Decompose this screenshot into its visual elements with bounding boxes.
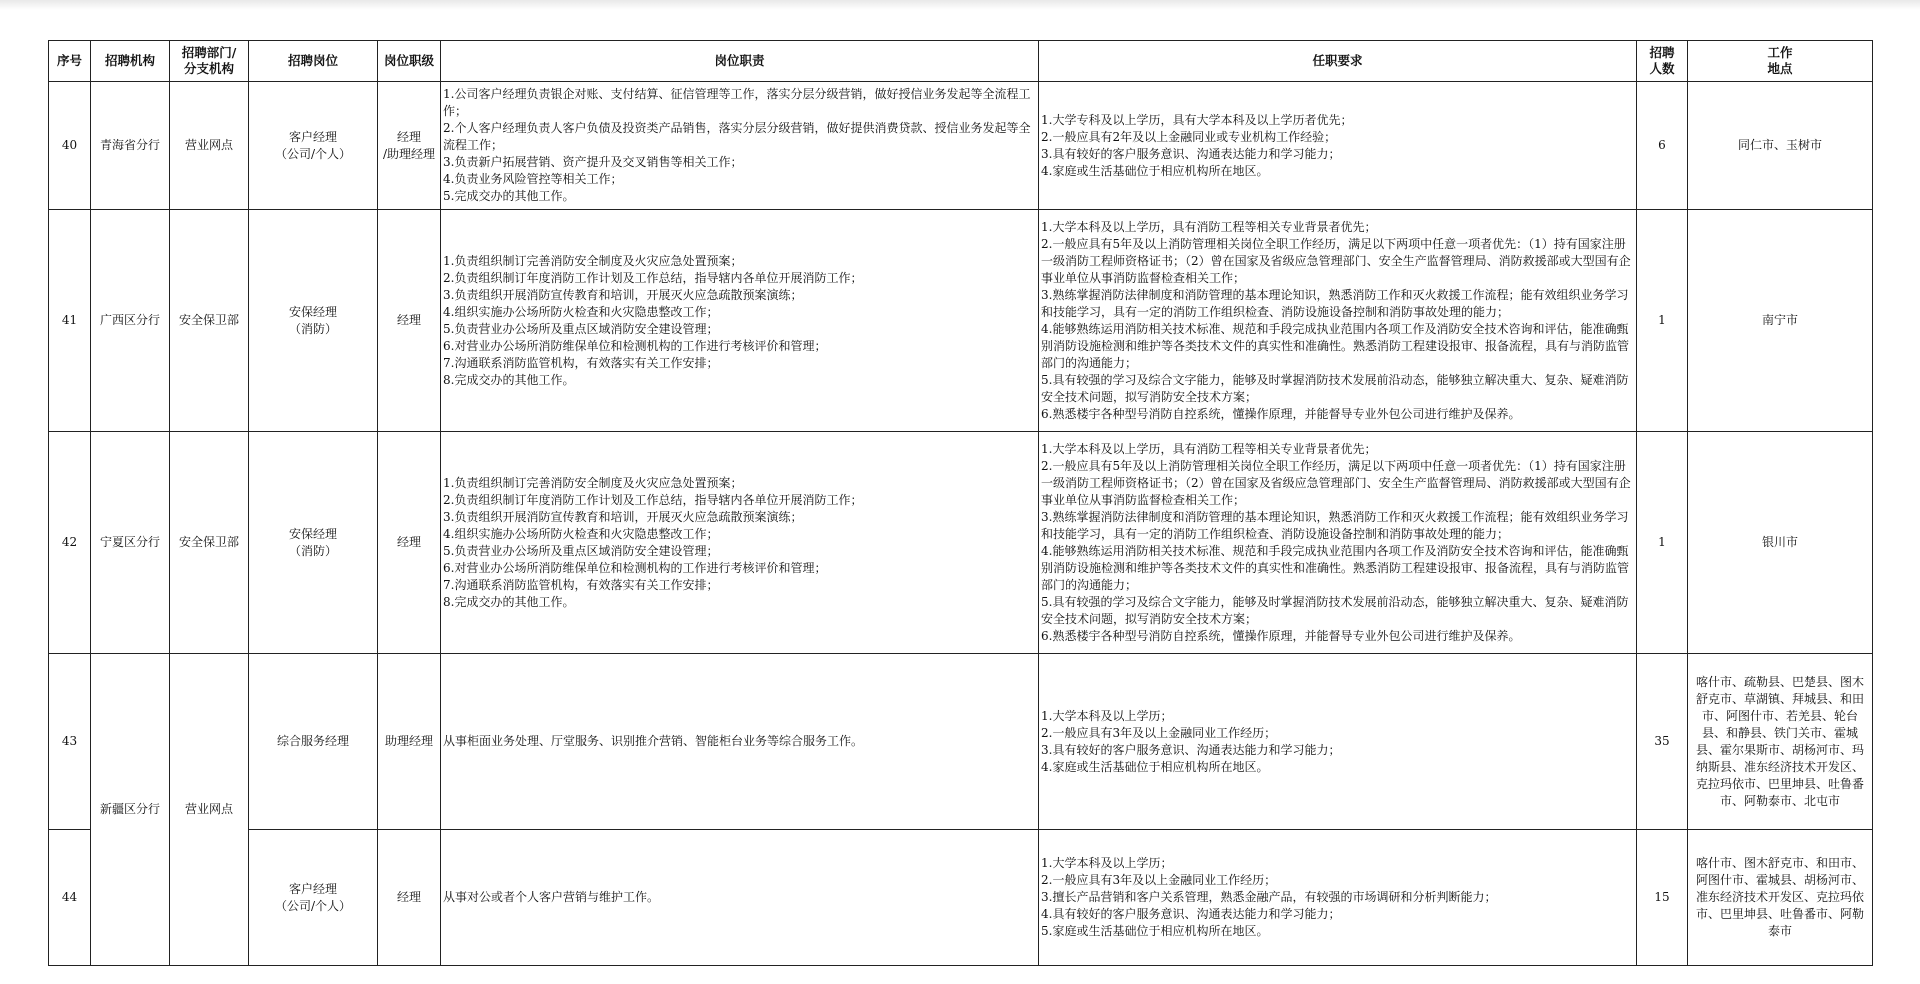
top-shadow	[0, 0, 1920, 10]
cell-level: 助理经理	[378, 654, 441, 830]
requirement-item: 4.能够熟练运用消防相关技术标准、规范和手段完成执业范围内各项工作及消防安全技术咨询和评估，能准确甄别消防设施检测和维护等各类技术文件的真实性和准确性。熟悉消防工程建设报审、报备流程，具有与消防监管部门的沟通能力；	[1041, 543, 1630, 592]
duty-item: 4.组织实施办公场所防火检查和火灾隐患整改工作；	[443, 304, 719, 319]
level-line2: /助理经理	[382, 146, 436, 161]
cell-duties	[441, 654, 1039, 830]
duty-item: 2.负责组织制订年度消防工作计划及工作总结，指导辖内各单位开展消防工作；	[443, 492, 863, 507]
cell-position: 综合服务经理	[249, 654, 378, 830]
cell-count: 15	[1637, 830, 1688, 966]
requirement-item: 5.具有较强的学习及综合文字能力，能够及时掌握消防技术发展前沿动态，能够独立解决重大、复杂、疑难消防安全技术问题，拟写消防安全技术方案；	[1041, 594, 1629, 626]
duty-item: 6.对营业办公场所消防维保单位和检测机构的工作进行考核评价和管理；	[443, 560, 827, 575]
cell-requirements	[1039, 830, 1637, 966]
cell-requirements	[1039, 210, 1637, 432]
cell-location	[1688, 654, 1873, 830]
cell-duties	[441, 210, 1039, 432]
cell-location	[1688, 830, 1873, 966]
duty-item: 8.完成交办的其他工作。	[443, 594, 575, 609]
duty-item: 7.沟通联系消防监管机构，有效落实有关工作安排；	[443, 355, 719, 370]
duty-item: 1.负责组织制订完善消防安全制度及火灾应急处置预案；	[443, 475, 743, 490]
table-row	[49, 432, 1873, 654]
requirement-item: 3.擅长产品营销和客户关系管理，熟悉金融产品，有较强的市场调研和分析判断能力；	[1041, 890, 1497, 904]
header-location-line1: 工作	[1767, 45, 1793, 60]
cell-level	[378, 82, 441, 210]
position-line1: 客户经理	[288, 129, 337, 144]
cell-duties	[441, 830, 1039, 966]
cell-requirements	[1039, 432, 1637, 654]
requirement-item: 4.家庭或生活基础位于相应机构所在地区。	[1041, 759, 1269, 774]
requirement-item: 3.熟练掌握消防法律制度和消防管理的基本理论知识，熟悉消防工作和灭火救援工作流程；能有效组织业务学习和技能学习，具有一定的消防工作组织检查、消防设施设备控制和消防事故处理的能力；	[1041, 509, 1629, 541]
cell-org: 青海省分行	[91, 82, 170, 210]
header-duties: 岗位职责	[441, 41, 1039, 82]
header-org: 招聘机构	[91, 41, 170, 82]
recruitment-table	[48, 40, 1873, 966]
header-location-line2: 地点	[1767, 61, 1793, 76]
cell-duties	[441, 82, 1039, 210]
cell-org: 宁夏区分行	[91, 432, 170, 654]
table-header-row	[49, 41, 1873, 82]
table-row	[49, 82, 1873, 210]
position-line2: （消防）	[288, 321, 337, 336]
cell-location: 同仁市、玉树市	[1688, 82, 1873, 210]
cell-requirements	[1039, 82, 1637, 210]
location-list: 喀什市、图木舒克市、和田市、阿图什市、霍城县、胡杨河市、准东经济技术开发区、克拉玛依市、巴里坤县、吐鲁番市、阿勒泰市	[1695, 856, 1864, 938]
requirement-item: 6.熟悉楼宇各种型号消防自控系统，懂操作原理，并能督导专业外包公司进行维护及保养。	[1041, 628, 1521, 643]
requirement-item: 4.具有较好的客户服务意识、沟通表达能力和学习能力；	[1041, 907, 1341, 921]
requirement-item: 6.熟悉楼宇各种型号消防自控系统，懂操作原理，并能督导专业外包公司进行维护及保养。	[1041, 406, 1521, 421]
requirement-item: 2.一般应具有5年及以上消防管理相关岗位全职工作经历，满足以下两项中任意一项者优先：（1）持有国家注册一级消防工程师资格证书；（2）曾在国家及省级应急管理部门、安全生产监督管理局、消防救援部或大型国有企事业单位从事消防监督检查相关工作；	[1041, 458, 1631, 507]
cell-dept: 营业网点	[170, 654, 249, 966]
duty-item: 4.组织实施办公场所防火检查和火灾隐患整改工作；	[443, 526, 719, 541]
cell-no: 40	[49, 82, 91, 210]
requirement-item: 5.具有较强的学习及综合文字能力，能够及时掌握消防技术发展前沿动态，能够独立解决重大、复杂、疑难消防安全技术问题，拟写消防安全技术方案；	[1041, 372, 1629, 404]
header-count	[1637, 41, 1688, 82]
cell-duties	[441, 432, 1039, 654]
cell-requirements	[1039, 654, 1637, 830]
duty-item: 7.沟通联系消防监管机构，有效落实有关工作安排；	[443, 577, 719, 592]
table-row	[49, 654, 1873, 830]
cell-dept: 安全保卫部	[170, 432, 249, 654]
position-line1: 安保经理	[288, 304, 337, 319]
header-position: 招聘岗位	[249, 41, 378, 82]
cell-no: 42	[49, 432, 91, 654]
table-row	[49, 830, 1873, 966]
header-count-line2: 人数	[1649, 61, 1675, 76]
requirement-item: 1.大学本科及以上学历；	[1041, 708, 1173, 723]
duty-item: 3.负责组织开展消防宣传教育和培训，开展灭火应急疏散预案演练；	[443, 509, 803, 524]
cell-position	[249, 210, 378, 432]
duty-item: 从事对公或者个人客户营销与维护工作。	[443, 890, 660, 904]
requirement-item: 3.熟练掌握消防法律制度和消防管理的基本理论知识，熟悉消防工作和灭火救援工作流程；能有效组织业务学习和技能学习，具有一定的消防工作组织检查、消防设施设备控制和消防事故处理的能力；	[1041, 287, 1629, 319]
cell-count: 1	[1637, 210, 1688, 432]
cell-level: 经理	[378, 432, 441, 654]
duty-item: 5.负责营业办公场所及重点区域消防安全建设管理；	[443, 543, 719, 558]
cell-location: 南宁市	[1688, 210, 1873, 432]
requirement-item: 1.大学本科及以上学历；	[1041, 856, 1173, 870]
header-dept-line1: 招聘部门/	[181, 45, 237, 60]
cell-dept: 安全保卫部	[170, 210, 249, 432]
duty-item: 5.完成交办的其他工作。	[443, 189, 575, 203]
duty-item: 2.个人客户经理负责人客户负债及投资类产品销售，落实分层分级营销，做好提供消费贷款、授信业务发起等全流程工作；	[443, 121, 1031, 152]
requirement-item: 3.具有较好的客户服务意识、沟通表达能力和学习能力；	[1041, 146, 1341, 161]
header-dept-line2: 分支机构	[183, 61, 234, 76]
cell-level: 经理	[378, 210, 441, 432]
duty-item: 3.负责组织开展消防宣传教育和培训，开展灭火应急疏散预案演练；	[443, 287, 803, 302]
requirement-item: 2.一般应具有3年及以上金融同业工作经历；	[1041, 873, 1277, 887]
cell-count: 35	[1637, 654, 1688, 830]
cell-position	[249, 82, 378, 210]
cell-org: 广西区分行	[91, 210, 170, 432]
requirement-item: 2.一般应具有3年及以上金融同业工作经历；	[1041, 725, 1277, 740]
position-line2: （消防）	[288, 543, 337, 558]
duty-item: 1.负责组织制订完善消防安全制度及火灾应急处置预案；	[443, 253, 743, 268]
header-requirements: 任职要求	[1039, 41, 1637, 82]
position-line1: 客户经理	[288, 881, 337, 896]
duty-item: 4.负责业务风险管控等相关工作；	[443, 172, 623, 186]
requirement-item: 1.大学专科及以上学历，具有大学本科及以上学历者优先；	[1041, 112, 1353, 127]
position-line1: 安保经理	[288, 526, 337, 541]
header-location	[1688, 41, 1873, 82]
header-dept	[170, 41, 249, 82]
duty-item: 8.完成交办的其他工作。	[443, 372, 575, 387]
requirement-item: 5.家庭或生活基础位于相应机构所在地区。	[1041, 924, 1269, 938]
duty-item: 2.负责组织制订年度消防工作计划及工作总结，指导辖内各单位开展消防工作；	[443, 270, 863, 285]
cell-position	[249, 830, 378, 966]
level-line1: 经理	[396, 129, 421, 144]
requirement-item: 1.大学本科及以上学历，具有消防工程等相关专业背景者优先；	[1041, 219, 1377, 234]
cell-dept: 营业网点	[170, 82, 249, 210]
position-line2: （公司/个人）	[274, 898, 352, 913]
duty-item: 5.负责营业办公场所及重点区域消防安全建设管理；	[443, 321, 719, 336]
cell-org: 新疆区分行	[91, 654, 170, 966]
cell-level: 经理	[378, 830, 441, 966]
requirement-item: 4.能够熟练运用消防相关技术标准、规范和手段完成执业范围内各项工作及消防安全技术咨询和评估，能准确甄别消防设施检测和维护等各类技术文件的真实性和准确性。熟悉消防工程建设报审、报备流程，具有与消防监管部门的沟通能力；	[1041, 321, 1630, 370]
requirement-item: 4.家庭或生活基础位于相应机构所在地区。	[1041, 163, 1269, 178]
duty-item: 从事柜面业务处理、厅堂服务、识别推介营销、智能柜台业务等综合服务工作。	[443, 734, 864, 748]
requirement-item: 2.一般应具有5年及以上消防管理相关岗位全职工作经历，满足以下两项中任意一项者优先：（1）持有国家注册一级消防工程师资格证书；（2）曾在国家及省级应急管理部门、安全生产监督管理局、消防救援部或大型国有企事业单位从事消防监督检查相关工作；	[1041, 236, 1631, 285]
requirement-item: 2.一般应具有2年及以上金融同业或专业机构工作经验；	[1041, 129, 1337, 144]
cell-count: 6	[1637, 82, 1688, 210]
duty-item: 3.负责新户拓展营销、资产提升及交叉销售等相关工作；	[443, 155, 743, 169]
duty-item: 1.公司客户经理负责银企对账、支付结算、征信管理等工作，落实分层分级营销，做好授信业务发起等全流程工作；	[443, 87, 1031, 118]
cell-no: 41	[49, 210, 91, 432]
location-list: 喀什市、疏勒县、巴楚县、图木舒克市、草湖镇、拜城县、和田市、阿图什市、若羌县、轮台县、和静县、铁门关市、霍城县、霍尔果斯市、胡杨河市、玛纳斯县、准东经济技术开发区、克拉玛依市、巴里坤县、吐鲁番市、阿勒泰市、北屯市	[1695, 674, 1864, 808]
cell-no: 44	[49, 830, 91, 966]
requirement-item: 3.具有较好的客户服务意识、沟通表达能力和学习能力；	[1041, 742, 1341, 757]
requirement-item: 1.大学本科及以上学历，具有消防工程等相关专业背景者优先；	[1041, 441, 1377, 456]
table-row	[49, 210, 1873, 432]
header-count-line1: 招聘	[1649, 45, 1675, 60]
duty-item: 6.对营业办公场所消防维保单位和检测机构的工作进行考核评价和管理；	[443, 338, 827, 353]
cell-position	[249, 432, 378, 654]
position-line2: （公司/个人）	[274, 146, 352, 161]
header-no: 序号	[49, 41, 91, 82]
cell-count: 1	[1637, 432, 1688, 654]
header-level: 岗位职级	[378, 41, 441, 82]
cell-no: 43	[49, 654, 91, 830]
cell-location: 银川市	[1688, 432, 1873, 654]
